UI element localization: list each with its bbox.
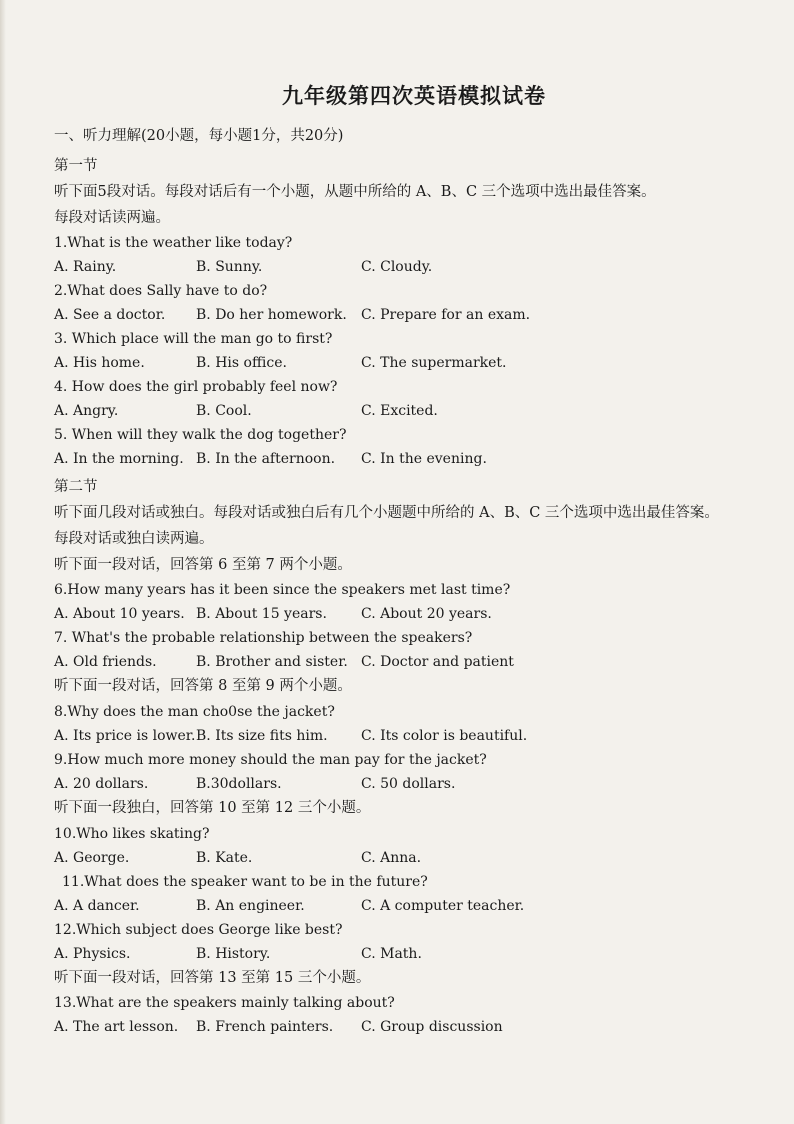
question-3: 3. Which place will the man go to first?: [54, 331, 333, 348]
option-a: A. Its price is lower.: [54, 728, 196, 745]
option-a: A. His home.: [54, 355, 145, 372]
options-4: [54, 403, 774, 419]
options-2: [54, 307, 774, 323]
options-3: [54, 355, 774, 371]
options-1: [54, 259, 774, 275]
option-b: B. About 15 years.: [196, 606, 327, 623]
options-6: [54, 606, 774, 622]
option-a: A. About 10 years.: [54, 606, 185, 623]
options-10: [54, 850, 774, 866]
option-a: A. A dancer.: [54, 897, 140, 914]
option-a: A. Rainy.: [54, 259, 117, 276]
option-b: B. His office.: [196, 355, 287, 372]
option-c: C. The supermarket.: [361, 355, 507, 372]
monologue-prompt: 听下面一段独白，回答第 10 至第 12 三个小题。: [54, 800, 371, 817]
option-c: C. Doctor and patient: [361, 654, 514, 671]
option-a: A. Angry.: [54, 403, 119, 420]
options-9: [54, 776, 774, 792]
option-c: C. Its color is beautiful.: [361, 728, 528, 745]
option-b: B. In the afternoon.: [196, 451, 336, 468]
section-instruction: 听下面5段对话。每段对话后有一个小题，从题中所给的 A、B、C 三个选项中选出最佳答案。: [54, 184, 656, 200]
option-b: B. Brother and sister.: [196, 654, 348, 671]
question-12: 12.Which subject does George like best?: [54, 921, 343, 938]
question-6: 6.How many years has it been since the speakers met last time?: [54, 582, 511, 599]
option-a: A. George.: [54, 849, 130, 866]
question-9: 9.How much more money should the man pay for the jacket?: [54, 752, 487, 769]
option-c: C. Anna.: [361, 849, 422, 866]
option-b: B. French painters.: [196, 1019, 334, 1036]
option-b: B. Do her homework.: [196, 307, 347, 324]
option-a: A. Old friends.: [54, 654, 157, 671]
option-b: B. Sunny.: [196, 259, 263, 276]
option-a: A. 20 dollars.: [54, 776, 149, 793]
option-b: B. Its size fits him.: [196, 728, 328, 745]
option-b: B.30dollars.: [196, 776, 282, 793]
part-heading: 一、听力理解(20小题，每小题1分，共20分): [54, 128, 344, 144]
option-a: A. See a doctor.: [54, 307, 166, 324]
option-c: C. Group discussion: [361, 1019, 503, 1036]
question-10: 10.Who likes skating?: [54, 825, 210, 842]
options-7: [54, 654, 774, 670]
question-1: 1.What is the weather like today?: [54, 235, 293, 252]
option-b: B. History.: [196, 945, 271, 962]
option-a: A. Physics.: [54, 945, 131, 962]
options-12: [54, 946, 774, 962]
options-5: [54, 451, 774, 467]
section-instruction: 每段对话读两遍。: [54, 209, 170, 226]
option-c: C. In the evening.: [361, 451, 487, 468]
option-c: C. A computer teacher.: [361, 897, 525, 914]
option-b: B. An engineer.: [196, 897, 305, 914]
dialogue-prompt: 听下面一段对话，回答第 8 至第 9 两个小题。: [54, 678, 352, 695]
dialogue-prompt: 听下面一段对话，回答第 13 至第 15 三个小题。: [54, 969, 371, 986]
option-c: C. Excited.: [361, 403, 438, 420]
section-instruction: 听下面几段对话或独白。每段对话或独白后有几个小题题中所给的 A、B、C 三个选项中选出最佳答案。: [54, 505, 719, 522]
section-heading-2: 第二节: [54, 479, 98, 496]
options-8: [54, 728, 774, 744]
option-c: C. Prepare for an exam.: [361, 307, 531, 324]
option-a: A. In the morning.: [54, 451, 184, 468]
dialogue-prompt: 听下面一段对话，回答第 6 至第 7 两个小题。: [54, 556, 352, 573]
question-4: 4. How does the girl probably feel now?: [54, 379, 338, 396]
options-11: [54, 898, 774, 914]
option-b: B. Cool.: [196, 403, 252, 420]
options-13: [54, 1019, 774, 1035]
question-8: 8.Why does the man cho0se the jacket?: [54, 704, 335, 721]
option-c: C. Math.: [361, 945, 422, 962]
option-c: C. 50 dollars.: [361, 776, 456, 793]
option-a: A. The art lesson.: [54, 1019, 179, 1036]
option-c: C. About 20 years.: [361, 606, 492, 623]
option-c: C. Cloudy.: [361, 259, 433, 276]
question-13: 13.What are the speakers mainly talking about?: [54, 995, 395, 1012]
section-instruction: 每段对话或独白读两遍。: [54, 531, 214, 548]
option-b: B. Kate.: [196, 849, 253, 866]
question-2: 2.What does Sally have to do?: [54, 283, 268, 300]
question-5: 5. When will they walk the dog together?: [54, 427, 347, 444]
question-7: 7. What's the probable relationship between the speakers?: [54, 630, 473, 647]
exam-title: 九年级第四次英语模拟试卷: [282, 83, 546, 108]
question-11: 11.What does the speaker want to be in the future?: [62, 873, 428, 890]
section-heading-1: 第一节: [54, 158, 98, 174]
